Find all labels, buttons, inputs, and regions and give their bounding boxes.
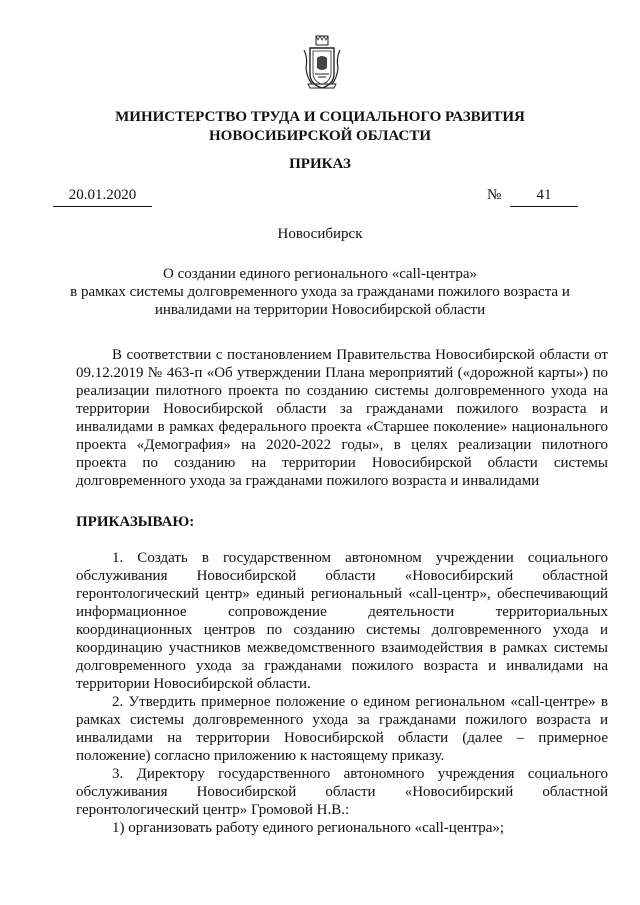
order-subject — [60, 265, 580, 319]
preamble — [76, 346, 608, 490]
subject-line-1: О создании единого регионального «call-центра» — [163, 266, 477, 282]
number-label: № — [487, 187, 502, 203]
order-item-1: 1. Создать в государственном автономном учреждении социального обслуживания Новосибирской области «Новосибирский областной геронтологический центр» единый региональный «call-центр», обеспечивающий информационное сопровождение деятельности территориальных координационных центров по созданию системы долговременного ухода и координацию участников межведомственного взаимодействия в рамках системы долговременного ухода за гражданами пожилого возраста и инвалидами на территории Новосибирской области. — [76, 550, 608, 692]
ministry-line-1: МИНИСТЕРСТВО ТРУДА И СОЦИАЛЬНОГО РАЗВИТИЯ — [115, 109, 525, 125]
order-number: 41 — [510, 186, 578, 207]
subject-line-3: инвалидами на территории Новосибирской области — [154, 302, 486, 318]
preamble-paragraph: В соответствии с постановлением Правительства Новосибирской области от 09.12.2019 № 463-п «Об утверждении Плана мероприятий («дорожной карты») по реализации пилотного проекта по созданию системы долговременного ухода на территории Новосибирской области за гражданами пожилого возраста и инвалидами в рамках федерального проекта «Старшее поколение» национального проекта «Демография» на 2020-2022 годы», в целях реализации пилотного проекта по созданию на территории Новосибирской области системы долговременного ухода за гражданами пожилого возраста и инвалидами — [76, 347, 608, 489]
doc-type-title: ПРИКАЗ — [289, 156, 351, 172]
subject-line-2: в рамках системы долговременного ухода за гражданами пожилого возраста и — [70, 284, 570, 300]
ministry-line-2: НОВОСИБИРСКОЙ ОБЛАСТИ — [208, 128, 432, 144]
coat-of-arms-icon — [302, 34, 342, 90]
order-items — [76, 549, 608, 837]
ministry-name — [40, 108, 600, 146]
order-item-2: 2. Утвердить примерное положение о едином региональном «call-центре» в рамках системы долговременного ухода за гражданами пожилого возраста и инвалидами на территории Новосибирской области (далее – примерное положение) согласно приложению к настоящему приказу. — [76, 694, 608, 764]
order-item-3: 3. Директору государственного автономного учреждения социального обслуживания Новосибирской области «Новосибирский областной геронтологический центр» Громовой Н.В.: — [76, 766, 608, 818]
city: Новосибирск — [277, 226, 363, 242]
order-item-3-1: 1) организовать работу единого регионального «call-центра»; — [112, 820, 505, 836]
order-word: ПРИКАЗЫВАЮ: — [76, 514, 195, 530]
order-date: 20.01.2020 — [53, 186, 152, 207]
